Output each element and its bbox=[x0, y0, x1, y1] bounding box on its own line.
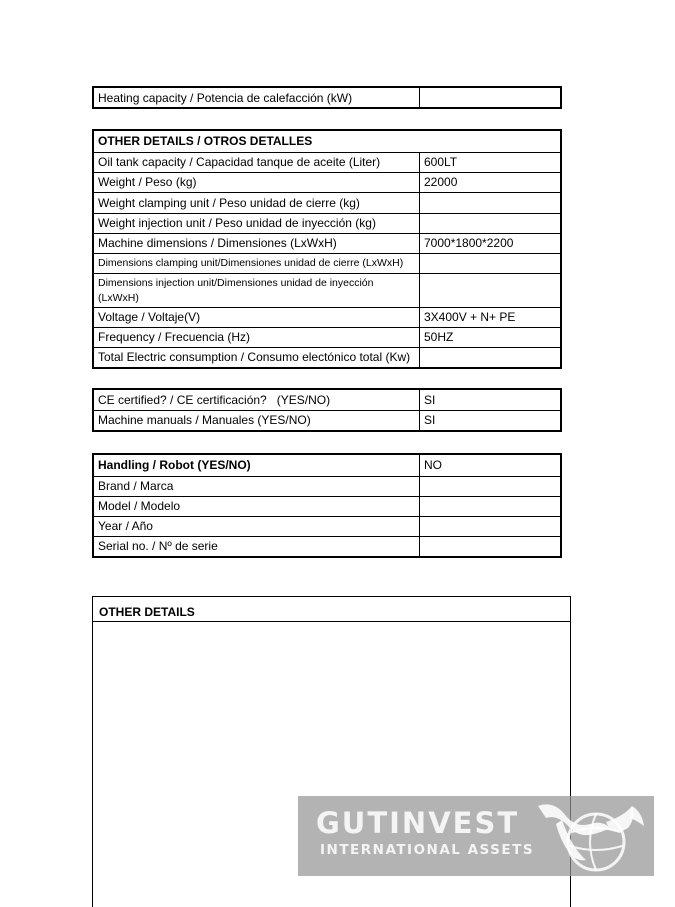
watermark-brand: GUTINVEST bbox=[316, 806, 520, 840]
weight-label: Weight / Peso (kg) bbox=[93, 172, 420, 192]
manuals-value: SI bbox=[420, 410, 562, 431]
weight-clamping-label: Weight clamping unit / Peso unidad de cierre (kg) bbox=[93, 192, 420, 213]
serial-value bbox=[420, 536, 562, 557]
heating-value bbox=[420, 87, 562, 108]
weight-injection-value bbox=[420, 213, 562, 233]
table-row bbox=[93, 213, 561, 233]
table-row bbox=[93, 516, 561, 536]
voltage-value: 3X400V + N+ PE bbox=[420, 307, 562, 327]
dimensions-clamping-label: Dimensions clamping unit/Dimensiones unidad de cierre (LxWxH) bbox=[93, 253, 420, 273]
oil-tank-value: 600LT bbox=[420, 152, 562, 172]
model-value bbox=[420, 496, 562, 516]
machine-dimensions-value: 7000*1800*2200 bbox=[420, 233, 562, 253]
table-row bbox=[93, 476, 561, 496]
handling-robot-label: Handling / Robot (YES/NO) bbox=[93, 454, 420, 476]
table-row bbox=[93, 192, 561, 213]
other-details-table bbox=[92, 129, 562, 369]
table-row bbox=[93, 496, 561, 516]
oil-tank-label: Oil tank capacity / Capacidad tanque de aceite (Liter) bbox=[93, 152, 420, 172]
brand-label: Brand / Marca bbox=[93, 476, 420, 496]
weight-injection-label: Weight injection unit / Peso unidad de inyección (kg) bbox=[93, 213, 420, 233]
table-row bbox=[93, 253, 561, 273]
year-label: Year / Año bbox=[93, 516, 420, 536]
frequency-value: 50HZ bbox=[420, 327, 562, 347]
other-details-header-blank bbox=[420, 130, 562, 152]
ce-certified-label: CE certified? / CE certificación? (YES/NO) bbox=[93, 389, 420, 410]
manuals-label: Machine manuals / Manuales (YES/NO) bbox=[93, 410, 420, 431]
table-header-row bbox=[93, 130, 561, 152]
voltage-label: Voltage / Voltaje(V) bbox=[93, 307, 420, 327]
table-row bbox=[93, 233, 561, 253]
gutinvest-watermark bbox=[298, 796, 654, 876]
frequency-label: Frequency / Frecuencia (Hz) bbox=[93, 327, 420, 347]
table-row bbox=[93, 87, 561, 108]
other-details-box-content bbox=[93, 622, 570, 634]
year-value bbox=[420, 516, 562, 536]
weight-value: 22000 bbox=[420, 172, 562, 192]
handling-robot-value: NO bbox=[420, 454, 562, 476]
machine-dimensions-label: Machine dimensions / Dimensiones (LxWxH) bbox=[93, 233, 420, 253]
serial-label: Serial no. / Nº de serie bbox=[93, 536, 420, 557]
bull-globe-icon bbox=[532, 798, 650, 881]
table-row bbox=[93, 172, 561, 192]
table-header-row bbox=[93, 454, 561, 476]
dimensions-clamping-value bbox=[420, 253, 562, 273]
table-row bbox=[93, 327, 561, 347]
brand-value bbox=[420, 476, 562, 496]
dimensions-injection-label: Dimensions injection unit/Dimensiones unidad de inyección (LxWxH) bbox=[93, 273, 420, 307]
table-row bbox=[93, 273, 561, 307]
table-row bbox=[93, 307, 561, 327]
ce-certified-value: SI bbox=[420, 389, 562, 410]
heating-label: Heating capacity / Potencia de calefacción (kW) bbox=[93, 87, 420, 108]
table-row bbox=[93, 152, 561, 172]
certification-table bbox=[92, 388, 562, 432]
table-row bbox=[93, 347, 561, 368]
other-details-box-header: OTHER DETAILS bbox=[93, 597, 570, 622]
other-details-header: OTHER DETAILS / OTROS DETALLES bbox=[93, 130, 420, 152]
weight-clamping-value bbox=[420, 192, 562, 213]
heating-table bbox=[92, 86, 562, 109]
electric-consumption-label: Total Electric consumption / Consumo electónico total (Kw) bbox=[93, 347, 420, 368]
model-label: Model / Modelo bbox=[93, 496, 420, 516]
electric-consumption-value bbox=[420, 347, 562, 368]
table-row bbox=[93, 536, 561, 557]
table-row bbox=[93, 410, 561, 431]
dimensions-injection-value bbox=[420, 273, 562, 307]
handling-table bbox=[92, 453, 562, 558]
table-row bbox=[93, 389, 561, 410]
watermark-subtitle: INTERNATIONAL ASSETS bbox=[320, 842, 535, 858]
